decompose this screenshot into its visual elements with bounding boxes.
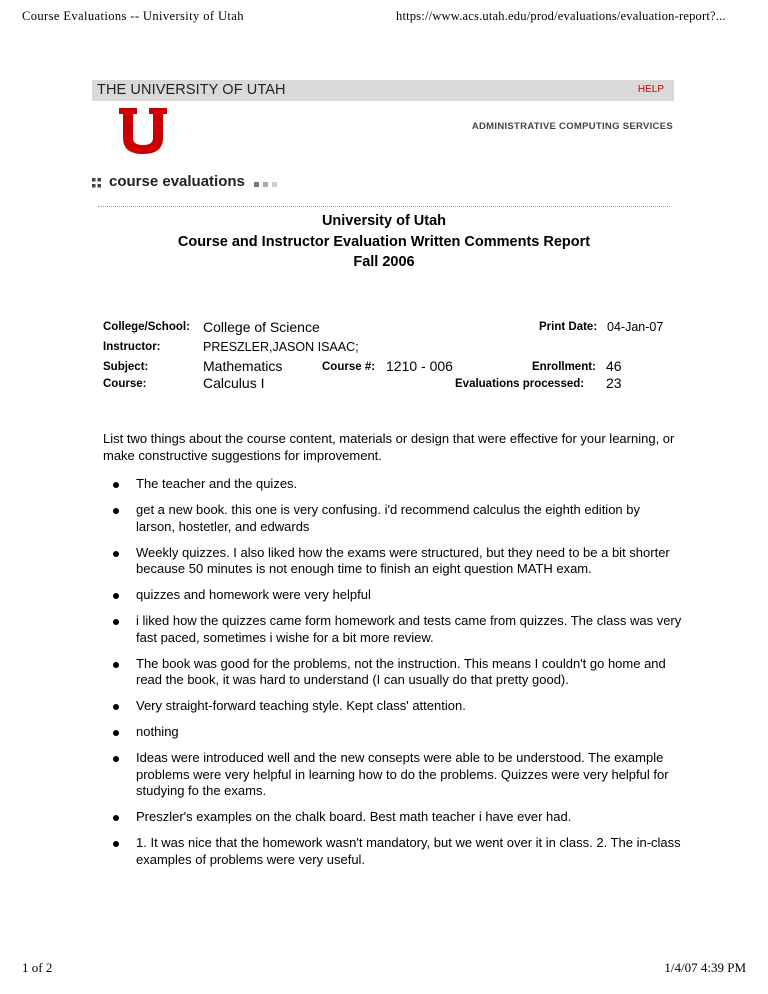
university-name: THE UNIVERSITY OF UTAH — [97, 82, 286, 98]
squares-bullet-icon — [92, 178, 101, 188]
comments-list — [112, 476, 682, 878]
comment-item: Ideas were introduced well and the new consepts were able to be understood. The example problems were very helpful in learning how to do the problems. Quizzes were very helpful for studying fo the exams. — [112, 750, 682, 800]
course-number-label: Course #: — [322, 361, 376, 373]
course-number-value: 1210 - 006 — [386, 358, 453, 374]
comment-item: quizzes and homework were very helpful — [112, 587, 682, 604]
comment-item: 1. It was nice that the homework wasn't mandatory, but we went over it in class. 2. The in-class examples of problems were very useful. — [112, 835, 682, 868]
comment-item: Very straight-forward teaching style. Kept class' attention. — [112, 698, 682, 715]
print-timestamp: 1/4/07 4:39 PM — [664, 960, 746, 975]
university-banner — [92, 80, 674, 101]
evaluations-processed-label: Evaluations processed: — [455, 378, 585, 390]
print-date-value: 04-Jan-07 — [607, 320, 664, 334]
print-date-label: Print Date: — [539, 321, 598, 333]
report-heading-line3: Fall 2006 — [353, 254, 415, 270]
university-u-logo[interactable] — [119, 108, 167, 154]
section-title: course evaluations — [109, 173, 245, 190]
page-count: 1 of 2 — [22, 960, 53, 975]
course-label: Course: — [103, 378, 147, 390]
trailing-squares-icon — [254, 181, 280, 189]
comment-item: The teacher and the quizes. — [112, 476, 682, 493]
enrollment-value: 46 — [606, 358, 622, 374]
college-value: College of Science — [203, 319, 320, 335]
comment-item: get a new book. this one is very confusing. i'd recommend calculus the eighth edition by larson, hostetler, and edwards — [112, 502, 682, 535]
instructor-value: PRESZLER,JASON ISAAC; — [203, 340, 359, 354]
subject-label: Subject: — [103, 361, 149, 373]
help-link[interactable]: HELP — [637, 84, 664, 95]
evaluation-question: List two things about the course content, materials or design that were effective for your learning, or make constructive suggestions for improvement. — [103, 431, 675, 463]
print-page-title: Course Evaluations -- University of Utah — [22, 9, 244, 23]
print-url: https://www.acs.utah.edu/prod/evaluations/evaluation-report?... — [396, 9, 726, 23]
comment-item: The book was good for the problems, not the instruction. This means I couldn't go home and read the book, it was hard to understand (I can usually do that pretty good). — [112, 656, 682, 689]
instructor-label: Instructor: — [103, 341, 161, 353]
report-heading-line1: University of Utah — [321, 213, 447, 229]
evaluations-processed-value: 23 — [606, 375, 622, 391]
report-heading-line2: Course and Instructor Evaluation Written Comments Report — [177, 233, 591, 250]
comment-item: Weekly quizzes. I also liked how the exams were structured, but they need to be a bit shorter because 50 minutes is not enough time to finish an eight question MATH exam. — [112, 545, 682, 578]
comment-item: Preszler's examples on the chalk board. Best math teacher i have ever had. — [112, 809, 682, 826]
college-label: College/School: — [103, 321, 190, 333]
comment-item: nothing — [112, 724, 682, 741]
report-heading — [98, 211, 670, 273]
acs-department-label: ADMINISTRATIVE COMPUTING SERVICES — [471, 121, 673, 132]
subject-value: Mathematics — [203, 358, 283, 374]
comment-item: i liked how the quizzes came form homework and tests came from quizzes. The class was very fast paced, sometimes i wishe for a bit more review. — [112, 613, 682, 646]
course-value: Calculus I — [203, 375, 265, 391]
enrollment-label: Enrollment: — [532, 361, 596, 373]
header-divider — [98, 206, 670, 207]
